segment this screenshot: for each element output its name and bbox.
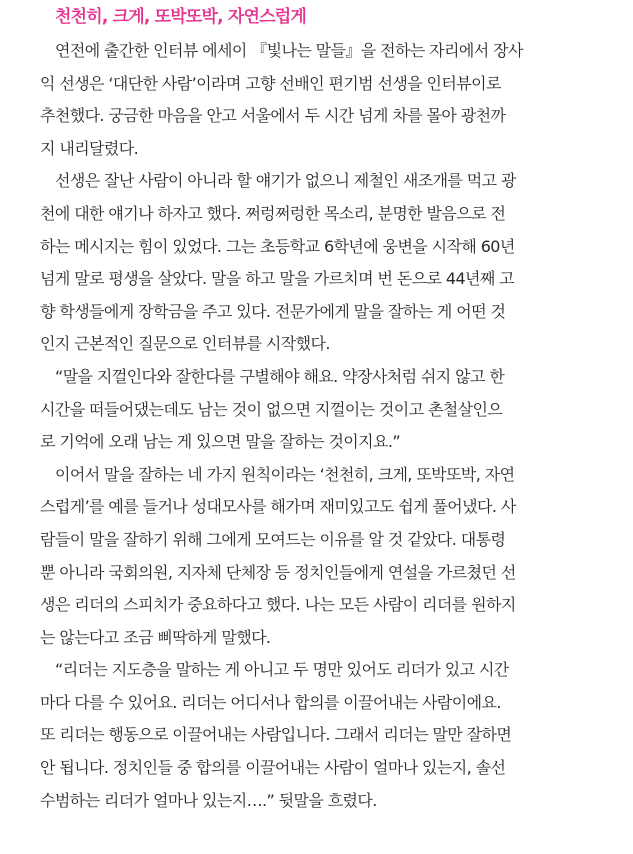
text-line: 또 리더는 행동으로 이끌어내는 사람입니다. 그래서 리더는 말만 잘하면: [40, 725, 512, 745]
text-line: 추천했다. 궁금한 마음을 안고 서울에서 두 시간 넘게 차를 몰아 광천까: [40, 106, 506, 126]
text-line: 이어서 말을 잘하는 네 가지 원칙이라는 ‘천천히, 크게, 또박또박, 자연: [55, 464, 515, 484]
text-line: 천에 대한 얘기나 하자고 했다. 쩌렁쩌렁한 목소리, 분명한 발음으로 전: [40, 203, 506, 223]
text-line: 연전에 출간한 인터뷰 에세이 『빛나는 말들』을 전하는 자리에서 장사: [55, 41, 523, 60]
text-line: 람들이 말을 잘하기 위해 그에게 모여드는 이유를 알 것 같았다. 대통령: [40, 529, 506, 549]
section-heading: 천천히, 크게, 또박또박, 자연스럽게: [55, 7, 307, 27]
text-line: 스럽게’를 예를 들거나 성대모사를 해가며 재미있고도 쉽게 풀어냈다. 사: [40, 497, 516, 517]
text-line: 선생은 잘난 사람이 아니라 할 얘기가 없으니 제철인 새조개를 먹고 광: [55, 171, 516, 191]
text-line: 하는 메시지는 힘이 있었다. 그는 초등학교 6학년에 웅변을 시작해 60년: [40, 236, 515, 256]
article-body: [40, 36, 600, 818]
text-line: “말을 지껄인다와 잘한다를 구별해야 해요. 약장사처럼 쉬지 않고 한: [55, 366, 505, 386]
text-line: 마다 다를 수 있어요. 리더는 어디서나 합의를 이끌어내는 사람이에요.: [40, 692, 501, 712]
text-line: “리더는 지도층을 말하는 게 아니고 두 명만 있어도 리더가 있고 시간: [55, 660, 509, 680]
text-line: 생은 리더의 스피치가 중요하다고 했다. 나는 모든 사람이 리더를 원하지: [40, 595, 516, 615]
text-line: 는 않는다고 조금 삐딱하게 말했다.: [40, 627, 271, 647]
text-line: 시간을 떠들어댔는데도 남는 것이 없으면 지껄이는 것이고 촌철살인으: [40, 399, 503, 419]
text-line: 뿐 아니라 국회의원, 지자체 단체장 등 정치인들에게 연설을 가르쳤던 선: [40, 562, 516, 582]
text-line: 로 기억에 오래 남는 게 있으면 말을 잘하는 것이지요.”: [40, 432, 401, 452]
text-line: 인지 근본적인 질문으로 인터뷰를 시작했다.: [40, 334, 330, 354]
text-line: 향 학생들에게 장학금을 주고 있다. 전문가에게 말을 잘하는 게 어떤 것: [40, 301, 506, 321]
text-line: 넘게 말로 평생을 살았다. 말을 하고 말을 가르치며 번 돈으로 44년째 고: [40, 269, 515, 289]
text-line: 지 내리달렸다.: [40, 138, 139, 158]
text-line: 수범하는 리더가 얼마나 있는지….” 뒷말을 흐렸다.: [40, 790, 377, 810]
text-line: 익 선생은 ‘대단한 사람’이라며 고향 선배인 편기범 선생을 인터뷰이로: [40, 73, 501, 93]
text-line: 안 됩니다. 정치인들 중 합의를 이끌어내는 사람이 얼마나 있는지, 솔선: [40, 758, 506, 778]
